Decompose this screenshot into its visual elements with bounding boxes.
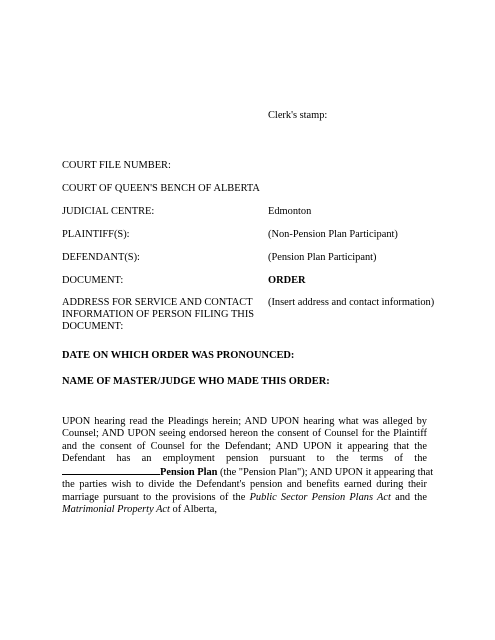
court-file-number-label: COURT FILE NUMBER: (62, 160, 171, 171)
body-line: and the consent of Counsel for the Defendant; AND UPON it appearing that the (62, 440, 427, 452)
body-line: Counsel; AND UPON seeing endorsed hereon the consent of Counsel for the Plaintiff (62, 428, 427, 440)
address-label-line-1: ADDRESS FOR SERVICE AND CONTACT (62, 297, 253, 308)
pension-plan-blank (62, 465, 160, 475)
statute-name: Matrimonial Property Act (62, 504, 170, 516)
address-value: (Insert address and contact information) (268, 297, 435, 308)
statute-name: Public Sector Pension Plans Act (249, 491, 391, 503)
court-name: COURT OF QUEEN'S BENCH OF ALBERTA (62, 183, 260, 194)
address-label-line-2: INFORMATION OF PERSON FILING THIS (62, 309, 255, 320)
body-line: UPON hearing read the Pleadings herein; AND UPON hearing what was alleged by (62, 416, 427, 427)
order-body-paragraph (62, 416, 434, 516)
body-line-statute: marriage pursuant to the provisions of the Public Sector Pension Plans Act and the (62, 491, 427, 503)
master-judge-heading: NAME OF MASTER/JUDGE WHO MADE THIS ORDER: (62, 376, 330, 387)
document-value: ORDER (268, 275, 306, 286)
defendant-value: (Pension Plan Participant) (268, 252, 377, 263)
body-line: Defendant has an employment pension pursuant to the terms of the (62, 452, 427, 464)
defendant-label: DEFENDANT(S): (62, 252, 140, 263)
document-label: DOCUMENT: (62, 275, 124, 286)
body-line: the parties wish to divide the Defendant's pension and benefits earned during their (62, 479, 427, 491)
date-pronounced-heading: DATE ON WHICH ORDER WAS PRONOUNCED: (62, 350, 295, 361)
address-label-line-3: DOCUMENT: (62, 321, 124, 332)
body-line-pension-plan: Pension Plan (the "Pension Plan"); AND UPON it appearing that (62, 465, 427, 479)
clerks-stamp-label: Clerk's stamp: (268, 110, 328, 121)
judicial-centre-value: Edmonton (268, 206, 312, 217)
judicial-centre-label: JUDICIAL CENTRE: (62, 206, 155, 217)
plaintiff-value: (Non-Pension Plan Participant) (268, 229, 398, 240)
pension-plan-label: Pension Plan (160, 467, 218, 479)
plaintiff-label: PLAINTIFF(S): (62, 229, 130, 240)
body-line-statute: Matrimonial Property Act of Alberta, (62, 504, 217, 516)
